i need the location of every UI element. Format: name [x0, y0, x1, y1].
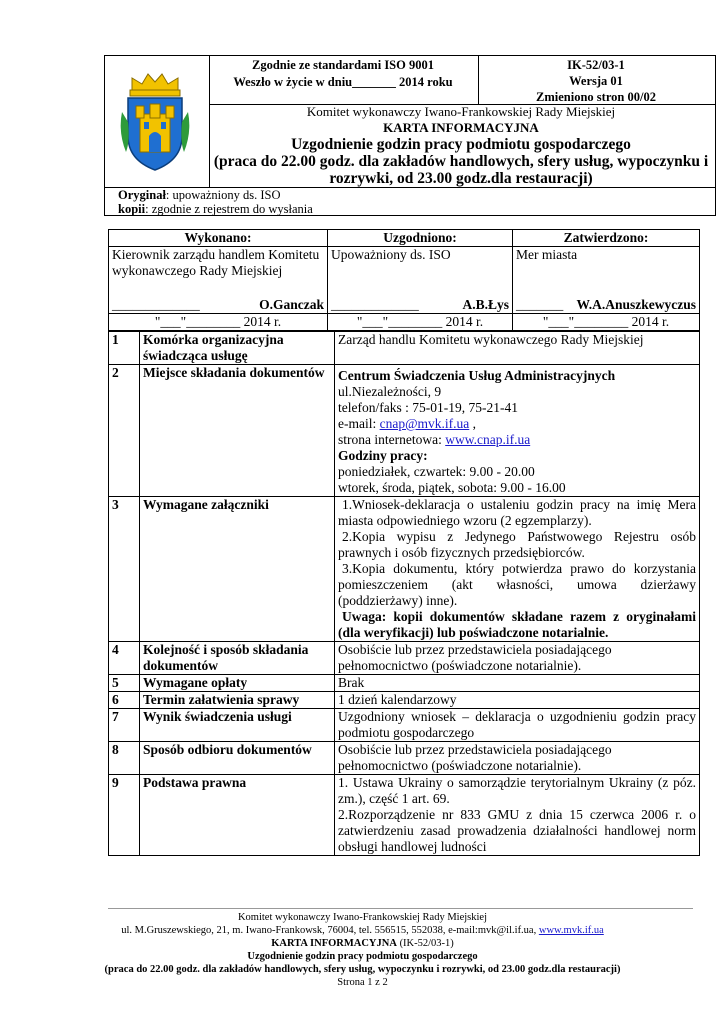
- info-table: [108, 331, 700, 856]
- copy-line: kopii: zgodnie z rejestrem do wysłania: [118, 202, 313, 216]
- effective-date: Weszło w życie w dniu_______ 2014 roku: [233, 75, 453, 89]
- date-3: "___"________ 2014 r.: [513, 314, 700, 331]
- footer-committee: Komitet wykonawczy Iwano-Frankowskiej Rady Miejskiej: [237, 912, 488, 923]
- website-link[interactable]: www.cnap.if.ua: [445, 432, 531, 447]
- iso-standard: Zgodnie ze standardami ISO 9001: [252, 58, 434, 72]
- coat-of-arms-icon: [118, 72, 192, 172]
- table-row: 3 Wymagane załączniki 1.Wniosek-deklaracja o ustaleniu godzin pracy na imię Mera miasta odpowiedniego wzoru (2 egzemplarzy). 2.Kopia wypisu z Jedynego Państwowego Rejestru osób prawnych i osób fizycznych przedsiębiorców. 3.Kopia dokumentu, który potwierdza prawo do korzystania pomieszczeniem (akt własności, umowa dzierżawy (poddzierżawy) inne). Uwaga: kopii dokumentów składane razem z oryginałami (dla weryfikacji) lub poświadczone notarialnie.: [109, 497, 700, 642]
- footer-card: KARTA INFORMACYJNA (IK-52/03-1): [271, 938, 454, 949]
- footer-address: ul. M.Gruszewskiego, 21, m. Iwano-Frankowsk, 76004, tel. 556515, 552038, e-mail:mvk@il.if.ua, www.mvk.if.ua: [121, 925, 604, 936]
- col-done-head: Wykonano:: [109, 230, 328, 247]
- table-row: 5 Wymagane opłaty Brak: [109, 675, 700, 692]
- col-agreed-head: Uzgodniono:: [328, 230, 513, 247]
- table-row: 1 Komórka organizacyjna świadcząca usługę Zarząd handlu Komitetu wykonawczego Rady Miejskiej: [109, 332, 700, 365]
- doc-version: Wersja 01: [569, 74, 623, 88]
- date-1: "___"________ 2014 r.: [109, 314, 328, 331]
- signer-2: Upoważniony ds. ISO _____________ A.B.Łys: [328, 247, 513, 314]
- footer: [60, 911, 665, 989]
- table-row: 6 Termin załatwienia sprawy 1 dzień kalendarzowy: [109, 692, 700, 709]
- signer-1: Kierownik zarządu handlem Komitetu wykonawczego Rady Miejskiej _____________ O.Ganczak: [109, 247, 328, 314]
- table-row: 7 Wynik świadczenia usługi Uzgodniony wniosek – deklaracja o uzgodnieniu godzin pracy podmiotu gospodarczego: [109, 709, 700, 742]
- pages-changed: Zmieniono stron 00/02: [536, 90, 656, 104]
- footer-subject: Uzgodnienie godzin pracy podmiotu gospodarczego: [247, 951, 478, 962]
- distribution-info: [118, 188, 708, 216]
- committee-name: Komitet wykonawczy Iwano-Frankowskiej Rady Miejskiej: [306, 104, 616, 119]
- footer-website-link[interactable]: www.mvk.if.ua: [538, 925, 604, 936]
- subject-detail: (praca do 22.00 godz. dla zakładów handlowych, sfery usług, wypoczynku i rozrywki, od 23.00 godz.dla restauracji): [213, 153, 709, 187]
- footer-subject-detail: (praca do 22.00 godz. dla zakładów handlowych, sfery usług, wypoczynku i rozrywki, od 23.00 godz.dla restauracji): [104, 964, 621, 975]
- doc-code-block: [478, 57, 714, 105]
- page-number: Strona 1 z 2: [337, 977, 388, 988]
- original-line: Oryginał: upoważniony ds. ISO: [118, 188, 281, 202]
- footer-divider: [108, 908, 693, 909]
- table-row: 9 Podstawa prawna 1. Ustawa Ukrainy o samorządzie terytorialnym Ukrainy (z póz. zm.), część 1 art. 69. 2.Rozporządzenie nr 833 GMU z dnia 15 czerwca 2006 r. o zatwierdzeniu zasad prowadzenia działalności handlowej norm obsługi handlowej ludności: [109, 775, 700, 856]
- signer-3: Mer miasta _______ W.A.Anuszkewyczus: [513, 247, 700, 314]
- table-row: 8 Sposób odbioru dokumentów Osobiście lub przez przedstawiciela posiadającego pełnomocnictwo (poświadczone notarialnie).: [109, 742, 700, 775]
- col-approved-head: Zatwierdzono:: [513, 230, 700, 247]
- email-link[interactable]: cnap@mvk.if.ua: [379, 416, 470, 431]
- card-title: KARTA INFORMACYJNA: [383, 120, 539, 135]
- iso-info: [208, 57, 478, 91]
- signature-table: [108, 229, 700, 331]
- table-row: 2 Miejsce składania dokumentów Centrum Świadczenia Usług Administracyjnych ul.Niezależności, 9 telefon/faks : 75-01-19, 75-21-41 e-mail: cnap@mvk.if.ua , strona internetowa: www.cnap.if.ua Godziny pracy: poniedziałek, czwartek: 9.00 - 20.00 wtorek, środa, piątek, sobota: 9.00 - 16.00: [109, 365, 700, 497]
- subject-title: Uzgodnienie godzin pracy podmiotu gospodarczego: [291, 136, 631, 153]
- date-2: "___"________ 2014 r.: [328, 314, 513, 331]
- table-row: 4 Kolejność i sposób składania dokumentów Osobiście lub przez przedstawiciela posiadającego pełnomocnictwo (poświadczone notarialnie).: [109, 642, 700, 675]
- doc-code: IK-52/03-1: [567, 58, 625, 72]
